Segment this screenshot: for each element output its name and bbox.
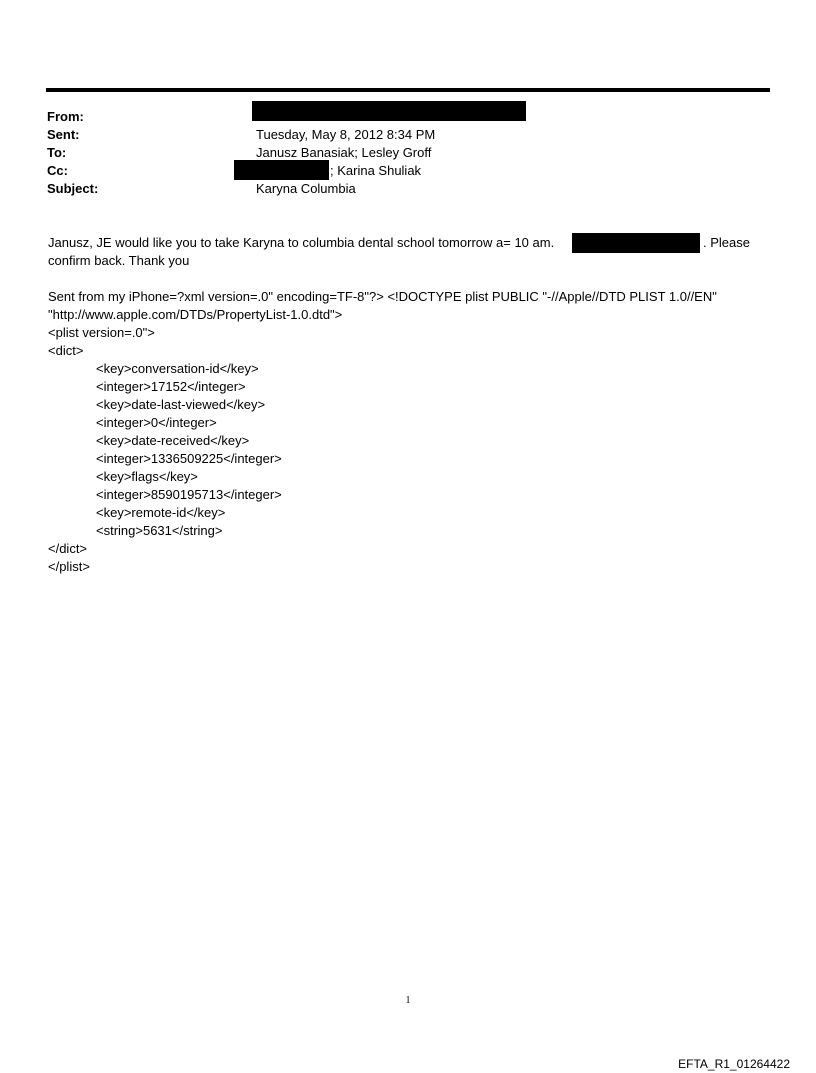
plist-line-1: Sent from my iPhone=?xml version=.0" encoding=TF-8"?> <!DOCTYPE plist PUBLIC "-//Apple//DTD PLIST 1.0//EN" <box>48 289 717 304</box>
plist-entry: <string>5631</string> <box>96 523 223 538</box>
subject-value: Karyna Columbia <box>256 181 356 196</box>
plist-entry: <key>date-last-viewed</key> <box>96 397 266 412</box>
sent-label: Sent: <box>47 127 80 142</box>
to-label: To: <box>47 145 67 160</box>
plist-line-2: "http://www.apple.com/DTDs/PropertyList-1.0.dtd"> <box>48 307 343 322</box>
subject-label: Subject: <box>47 181 99 196</box>
bates-number: EFTA_R1_01264422 <box>678 1057 790 1071</box>
message-line-2: confirm back. Thank you <box>48 253 190 268</box>
plist-entry: <key>flags</key> <box>96 469 198 484</box>
plist-entry: <integer>0</integer> <box>96 415 217 430</box>
cc-redaction <box>234 160 329 180</box>
plist-close-dict: </dict> <box>48 541 88 556</box>
plist-close-plist: </plist> <box>48 559 90 574</box>
plist-entry: <integer>1336509225</integer> <box>96 451 282 466</box>
message-line-1: Janusz, JE would like you to take Karyna to columbia dental school tomorrow a= 10 am. <box>48 235 555 250</box>
plist-entry: <key>remote-id</key> <box>96 505 226 520</box>
plist-line-3: <plist version=.0"> <box>48 325 155 340</box>
sent-value: Tuesday, May 8, 2012 8:34 PM <box>256 127 436 142</box>
cc-label: Cc: <box>47 163 68 178</box>
to-value: Janusz Banasiak; Lesley Groff <box>256 145 432 160</box>
message-line-1-end: . Please <box>703 235 750 250</box>
plist-line-4: <dict> <box>48 343 84 358</box>
plist-entry: <integer>17152</integer> <box>96 379 246 394</box>
from-label: From: <box>47 109 84 124</box>
message-redaction <box>572 233 700 253</box>
plist-entry: <key>date-received</key> <box>96 433 250 448</box>
plist-entry: <integer>8590195713</integer> <box>96 487 282 502</box>
from-redaction <box>252 101 526 121</box>
page-number: 1 <box>405 995 411 1006</box>
plist-entry: <key>conversation-id</key> <box>96 361 259 376</box>
cc-value: ; Karina Shuliak <box>330 163 422 178</box>
header-rule <box>46 88 770 92</box>
